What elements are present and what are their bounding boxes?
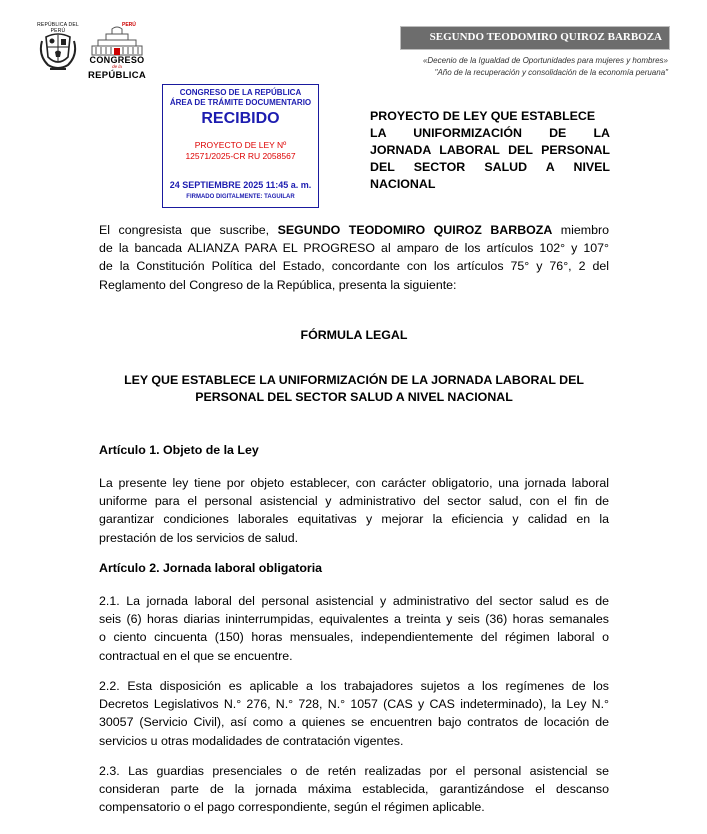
law-title-line: LEY QUE ESTABLECE LA UNIFORMIZACIÓN DE LA JORNADA LABORAL DEL xyxy=(124,373,584,387)
article-2-3-body xyxy=(99,762,609,817)
bill-title-line: LA UNIFORMIZACIÓN DE LA xyxy=(370,126,610,140)
stamp-signed: FIRMADO DIGITALMENTE: TAGUILAR xyxy=(186,194,295,200)
bill-title-line: JORNADA LABORAL DEL PERSONAL xyxy=(370,143,610,157)
bill-title-line: DEL SECTOR SALUD A NIVEL xyxy=(370,160,610,174)
article-line: consideran parte de la jornada máxima establecida, garantizándose el descanso xyxy=(99,782,609,797)
article-line: La presente ley tiene por objeto establecer, con carácter obligatorio, una jornada laboral xyxy=(99,476,609,490)
intro-text: miembro xyxy=(560,223,609,237)
article-1-heading: Artículo 1. Objeto de la Ley xyxy=(99,443,259,457)
article-line: 2.1. La jornada laboral del personal asistencial y administrativo del sector salud es de xyxy=(99,594,609,608)
logo-de-la-text: de la xyxy=(112,64,122,69)
intro-line: de la Constitución Política del Estado, concordante con los artículos 75° y 76°, 2 del xyxy=(99,259,609,274)
intro-text: El congresista que suscribe, xyxy=(99,223,270,237)
article-line: seis (6) horas diarias ininterrumpidas, equivalentes a treinta y seis (36) horas semanales xyxy=(99,612,609,627)
intro-line: de la bancada ALIANZA PARA EL PROGRESO al amparo de los artículos 102° y 107° xyxy=(99,241,609,256)
article-line: o ciento cincuenta (150) horas mensuales, independientemente del régimen laboral o xyxy=(99,630,609,645)
article-2-1-body xyxy=(99,592,609,665)
stamp-datetime: 24 SEPTIEMBRE 2025 11:45 a. m. xyxy=(169,180,312,190)
article-line: 2.3. Las guardias presenciales o de retén realizadas por el personal asistencial se xyxy=(99,764,609,778)
article-line: garantizar condiciones laborales equitativas y mejorar la eficiencia y calidad en la xyxy=(99,512,609,527)
article-1-body xyxy=(99,474,609,547)
stamp-status: RECIBIDO xyxy=(201,110,280,127)
intro-paragraph xyxy=(99,221,609,294)
stamp-project-number: 12571/2025-CR RU 2058567 xyxy=(185,151,296,161)
congressman-name: SEGUNDO TEODOMIRO QUIROZ BARBOZA xyxy=(429,31,662,43)
article-2-2-body xyxy=(99,677,609,750)
coat-of-arms-caption: REPÚBLICA DEL PERÚ xyxy=(37,22,79,34)
article-line: 2.2. Esta disposición es aplicable a los trabajadores sujetos a los regímenes de los xyxy=(99,679,609,693)
stamp-area: ÁREA DE TRÁMITE DOCUMENTARIO xyxy=(169,98,312,107)
year-motto: "Año de la recuperación y consolidación de la economía peruana" xyxy=(434,68,668,77)
intro-line xyxy=(99,221,609,239)
intro-line: Reglamento del Congreso de la República, presenta la siguiente: xyxy=(99,277,457,292)
article-line: compensatorio o el pago correspondiente, según el régimen aplicable. xyxy=(99,800,485,815)
bill-title xyxy=(370,108,610,193)
article-line: prestación de los servicios de salud. xyxy=(99,530,299,545)
law-title-line: PERSONAL DEL SECTOR SALUD A NIVEL NACIONAL xyxy=(195,390,513,404)
logo-congreso-text: CONGRESO xyxy=(89,55,145,65)
bill-title-line: NACIONAL xyxy=(370,177,436,191)
logo-peru-label: PERÚ xyxy=(122,22,136,28)
article-line: contractual en el que se encuentre. xyxy=(99,648,293,663)
decenio-motto: «Decenio de la Igualdad de Oportunidades para mujeres y hombres» xyxy=(422,56,668,65)
logo-republica-text: REPÚBLICA xyxy=(87,70,147,81)
article-2-heading: Artículo 2. Jornada laboral obligatoria xyxy=(99,561,323,575)
article-line: 30057 (Servicio Civil), así como a quienes se encuentren bajo contratos de locación de xyxy=(99,715,609,730)
formula-legal-heading: FÓRMULA LEGAL xyxy=(300,328,408,342)
intro-congressman-name: SEGUNDO TEODOMIRO QUIROZ BARBOZA xyxy=(277,223,553,237)
bill-title-line: PROYECTO DE LEY QUE ESTABLECE xyxy=(370,109,596,123)
peru-coat-of-arms-icon xyxy=(38,27,78,75)
stamp-congreso: CONGRESO DE LA REPÚBLICA xyxy=(179,88,302,97)
stamp-project-label: PROYECTO DE LEY Nº xyxy=(194,140,287,150)
article-line: Decretos Legislativos N.° 276, N.° 728, N.° 1057 (CAS y CAS indeterminado), la Ley N.° xyxy=(99,697,609,712)
article-line: servicios u otras modalidades de contratación vigentes. xyxy=(99,733,404,748)
article-line: uniforme para el personal asistencial y administrativo del sector salud, con el fin de xyxy=(99,494,609,509)
